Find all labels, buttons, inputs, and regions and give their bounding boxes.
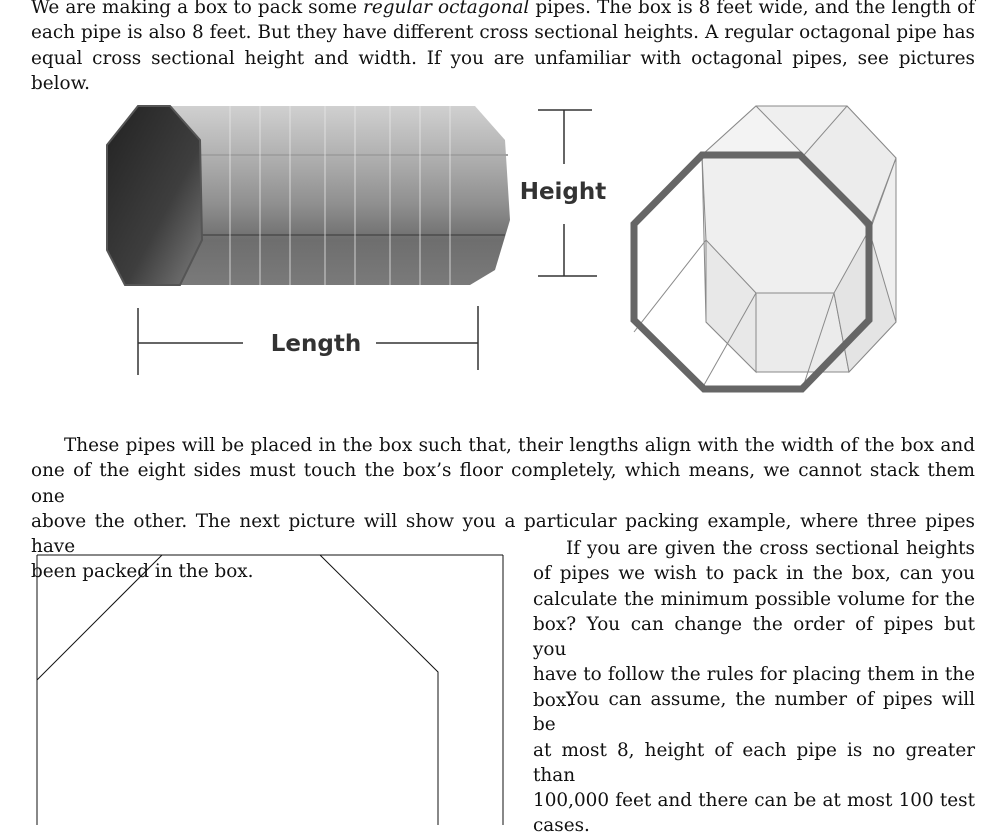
rules-line-1: These pipes will be placed in the box such that, their lengths align with the width of the box and (64, 435, 975, 456)
constraints-line-3: 100,000 feet and there can be at most 100 test (533, 790, 975, 812)
question-line-6: box. (533, 689, 573, 711)
intro-italic-term: regular octagonal (363, 0, 530, 18)
octagonal-pipe-illustration (107, 106, 510, 285)
question-line-4: box? You can change the order of pipes but you (533, 613, 975, 661)
intro-line-2: each pipe is also 8 feet. But they have different cross sectional heights. A regular octagonal pipe has (31, 22, 975, 44)
intro-line-1: We are making a box to pack some regular octagonal pipes. The box is 8 feet wide, and the length of (31, 0, 975, 20)
intro-line-3: equal cross sectional height and width. If you are unfamiliar with octagonal pipes, see pictures below. (31, 47, 975, 94)
constraints-line-2: at most 8, height of each pipe is no greater than (533, 739, 975, 786)
question-line-2: of pipes we wish to pack in the box, can you (533, 563, 975, 585)
rules-line-3: above the other. The next picture will show you a particular packing example, where three pipes have (31, 510, 975, 558)
rules-line-2: one of the eight sides must touch the box’s floor completely, which means, we cannot stack them one (31, 460, 975, 507)
constraints-paragraph (533, 687, 975, 839)
height-label: Height (519, 179, 607, 205)
question-line-1: If you are given the cross sectional heights (566, 538, 975, 559)
rules-line-4: been packed in the box. (31, 561, 254, 583)
pipe-cross-section (37, 555, 438, 825)
constraints-line-1: You can assume, the number of pipes will be (533, 689, 975, 736)
packing-example-figure (30, 548, 510, 825)
constraints-line-4: cases. (533, 815, 590, 837)
box-outline (37, 555, 503, 825)
octagonal-tube-3d-figure (624, 100, 904, 400)
pipe-side-view-figure (100, 100, 610, 390)
length-label: Length (270, 331, 362, 357)
question-line-3: calculate the minimum possible volume for the (533, 588, 975, 610)
question-line-5: have to follow the rules for placing them in the (533, 664, 975, 686)
intro-paragraph (31, 0, 975, 96)
